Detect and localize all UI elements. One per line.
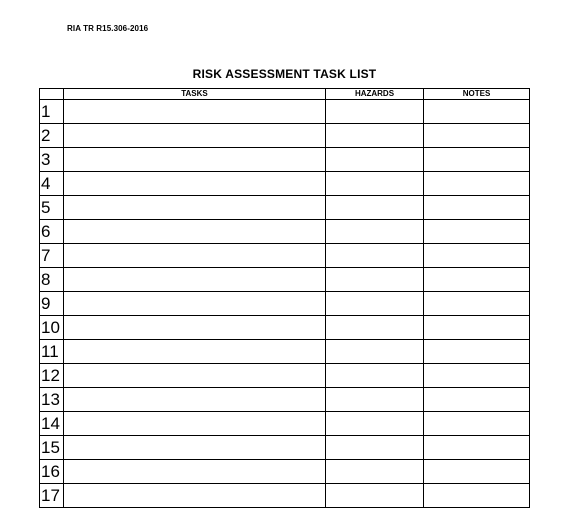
number-column-header <box>40 89 64 100</box>
row-number: 1 <box>40 100 64 124</box>
note-cell[interactable] <box>424 484 530 508</box>
note-cell[interactable] <box>424 268 530 292</box>
page-title: RISK ASSESSMENT TASK LIST <box>192 67 377 81</box>
row-number: 15 <box>40 436 64 460</box>
task-cell[interactable] <box>64 268 326 292</box>
note-cell[interactable] <box>424 148 530 172</box>
task-cell[interactable] <box>64 364 326 388</box>
note-cell[interactable] <box>424 220 530 244</box>
row-number: 7 <box>40 244 64 268</box>
table-row <box>40 268 530 292</box>
task-cell[interactable] <box>64 484 326 508</box>
row-number: 5 <box>40 196 64 220</box>
task-cell[interactable] <box>64 244 326 268</box>
table-row <box>40 196 530 220</box>
table-row <box>40 364 530 388</box>
table-row <box>40 244 530 268</box>
note-cell[interactable] <box>424 340 530 364</box>
note-cell[interactable] <box>424 412 530 436</box>
row-number: 13 <box>40 388 64 412</box>
note-cell[interactable] <box>424 364 530 388</box>
tasks-column-header: TASKS <box>64 89 326 100</box>
row-number: 9 <box>40 292 64 316</box>
task-cell[interactable] <box>64 220 326 244</box>
table-row <box>40 292 530 316</box>
task-cell[interactable] <box>64 148 326 172</box>
note-cell[interactable] <box>424 292 530 316</box>
note-cell[interactable] <box>424 196 530 220</box>
hazard-cell[interactable] <box>326 460 424 484</box>
hazard-cell[interactable] <box>326 148 424 172</box>
note-cell[interactable] <box>424 124 530 148</box>
row-number: 6 <box>40 220 64 244</box>
task-cell[interactable] <box>64 196 326 220</box>
notes-column-header: NOTES <box>424 89 530 100</box>
table-row <box>40 124 530 148</box>
hazard-cell[interactable] <box>326 172 424 196</box>
row-number: 12 <box>40 364 64 388</box>
hazard-cell[interactable] <box>326 124 424 148</box>
hazard-cell[interactable] <box>326 436 424 460</box>
row-number: 10 <box>40 316 64 340</box>
row-number: 3 <box>40 148 64 172</box>
document-reference: RIA TR R15.306-2016 <box>67 24 149 33</box>
table-body <box>40 100 530 508</box>
row-number: 4 <box>40 172 64 196</box>
task-cell[interactable] <box>64 292 326 316</box>
note-cell[interactable] <box>424 100 530 124</box>
table-row <box>40 220 530 244</box>
table-row <box>40 172 530 196</box>
hazard-cell[interactable] <box>326 316 424 340</box>
note-cell[interactable] <box>424 436 530 460</box>
hazard-cell[interactable] <box>326 220 424 244</box>
hazard-cell[interactable] <box>326 196 424 220</box>
row-number: 17 <box>40 484 64 508</box>
table-row <box>40 100 530 124</box>
table-header-row <box>40 89 530 100</box>
table-row <box>40 148 530 172</box>
task-cell[interactable] <box>64 316 326 340</box>
hazard-cell[interactable] <box>326 244 424 268</box>
hazard-cell[interactable] <box>326 364 424 388</box>
table-row <box>40 316 530 340</box>
row-number: 2 <box>40 124 64 148</box>
risk-assessment-table <box>39 88 530 508</box>
note-cell[interactable] <box>424 244 530 268</box>
note-cell[interactable] <box>424 388 530 412</box>
hazard-cell[interactable] <box>326 412 424 436</box>
table-row <box>40 460 530 484</box>
hazard-cell[interactable] <box>326 292 424 316</box>
task-cell[interactable] <box>64 388 326 412</box>
note-cell[interactable] <box>424 316 530 340</box>
hazard-cell[interactable] <box>326 100 424 124</box>
task-cell[interactable] <box>64 100 326 124</box>
task-cell[interactable] <box>64 412 326 436</box>
note-cell[interactable] <box>424 460 530 484</box>
note-cell[interactable] <box>424 172 530 196</box>
table-row <box>40 484 530 508</box>
table-row <box>40 436 530 460</box>
hazards-column-header: HAZARDS <box>326 89 424 100</box>
table-row <box>40 412 530 436</box>
hazard-cell[interactable] <box>326 484 424 508</box>
row-number: 8 <box>40 268 64 292</box>
hazard-cell[interactable] <box>326 388 424 412</box>
row-number: 16 <box>40 460 64 484</box>
row-number: 14 <box>40 412 64 436</box>
task-cell[interactable] <box>64 172 326 196</box>
table-row <box>40 388 530 412</box>
task-cell[interactable] <box>64 124 326 148</box>
hazard-cell[interactable] <box>326 340 424 364</box>
hazard-cell[interactable] <box>326 268 424 292</box>
task-cell[interactable] <box>64 436 326 460</box>
table-row <box>40 340 530 364</box>
task-cell[interactable] <box>64 340 326 364</box>
task-cell[interactable] <box>64 460 326 484</box>
row-number: 11 <box>40 340 64 364</box>
